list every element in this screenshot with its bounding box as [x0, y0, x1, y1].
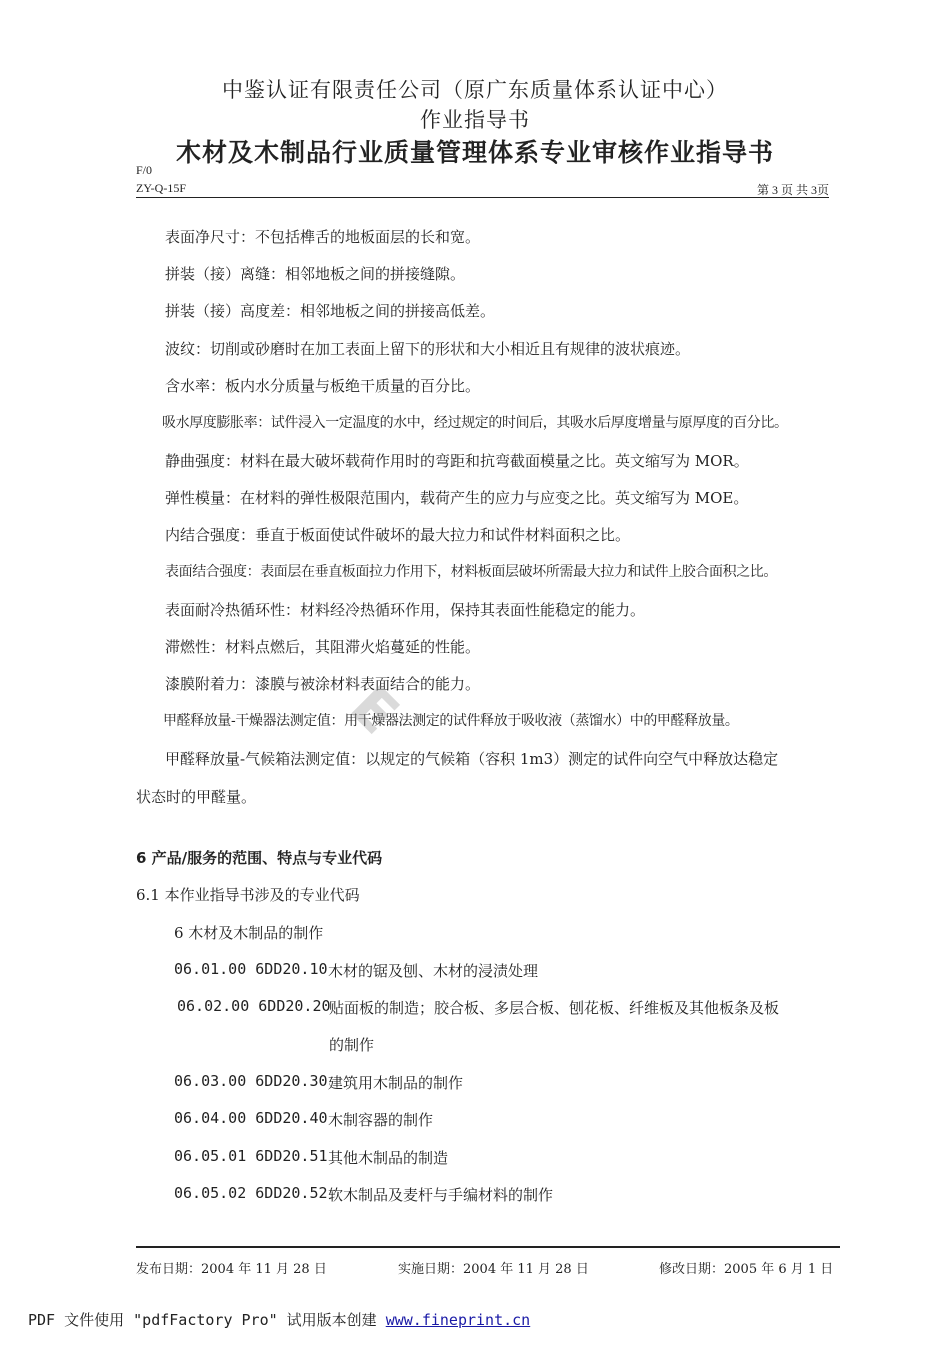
footer-divider — [136, 1246, 840, 1248]
document-type: 作业指导书 — [420, 108, 530, 132]
pdf-note-text: PDF 文件使用 "pdfFactory Pro" 试用版本创建 — [28, 1311, 386, 1329]
effective-date: 实施日期：2004 年 11 月 28 日 — [398, 1262, 589, 1277]
issue-date: 发布日期：2004 年 11 月 28 日 — [136, 1262, 327, 1277]
definition-item: 拼装（接）离缝：相邻地板之间的拼接缝隙。 — [165, 265, 466, 283]
definition-item: 含水率：板内水分质量与板绝干质量的百分比。 — [165, 377, 481, 395]
code-group-title: 6 木材及木制品的制作 — [174, 924, 324, 942]
definition-item: 表面净尺寸：不包括榫舌的地板面层的长和宽。 — [165, 228, 481, 246]
section-heading: 6 产品/服务的范围、特点与专业代码 — [136, 849, 383, 867]
definition-item: 内结合强度：垂直于板面使试件破坏的最大拉力和试件材料面积之比。 — [165, 526, 631, 544]
definition-item: 漆膜附着力：漆膜与被涂材料表面结合的能力。 — [165, 675, 481, 693]
definition-item: 表面耐冷热循环性：材料经冷热循环作用，保持其表面性能稳定的能力。 — [165, 601, 646, 619]
code-description: 贴面板的制造；胶合板、多层合板、刨花板、纤维板及其他板条及板 — [329, 999, 780, 1017]
code-description: 木材的锯及刨、木材的浸渍处理 — [328, 962, 539, 980]
definition-item: 甲醛释放量-干燥器法测定值：用干燥器法测定的试件释放于吸收液（蒸馏水）中的甲醛释放量。 — [163, 713, 739, 729]
professional-code: 06.04.00 6DD20.40 — [174, 1109, 328, 1127]
definition-item: 吸水厚度膨胀率：试件浸入一定温度的水中，经过规定的时间后，其吸水后厚度增量与原厚度的百分比。 — [162, 415, 788, 431]
definition-item: 静曲强度：材料在最大破坏载荷作用时的弯距和抗弯截面模量之比。英文缩写为 MOR。 — [165, 452, 749, 470]
professional-code: 06.05.02 6DD20.52 — [174, 1184, 328, 1202]
definition-continuation: 状态时的甲醛量。 — [136, 788, 257, 806]
professional-code: 06.03.00 6DD20.30 — [174, 1072, 328, 1090]
document-title: 木材及木制品行业质量管理体系专业审核作业指导书 — [175, 138, 774, 167]
code-description: 其他木制品的制造 — [328, 1149, 449, 1167]
code-description: 木制容器的制作 — [328, 1111, 434, 1129]
code-description: 建筑用木制品的制作 — [328, 1074, 464, 1092]
pdf-generator-note — [28, 1309, 530, 1330]
professional-code: 06.05.01 6DD20.51 — [174, 1147, 328, 1165]
professional-code: 06.02.00 6DD20.20 — [177, 997, 331, 1015]
code-description: 软木制品及麦杆与手编材料的制作 — [328, 1186, 554, 1204]
watermark: E — [337, 673, 411, 748]
header-divider — [136, 197, 829, 198]
definition-item: 甲醛释放量-气候箱法测定值：以规定的气候箱（容积 1m3）测定的试件向空气中释放达稳定 — [165, 750, 779, 768]
code-description-continuation: 的制作 — [329, 1036, 375, 1054]
definition-item: 波纹：切削或砂磨时在加工表面上留下的形状和大小相近且有规律的波状痕迹。 — [165, 340, 691, 358]
definition-item: 表面结合强度：表面层在垂直板面拉力作用下，材料板面层破坏所需最大拉力和试件上胶合面积之比。 — [165, 564, 777, 580]
revision-date: 修改日期：2005 年 6 月 1 日 — [659, 1262, 834, 1277]
fineprint-link[interactable]: www.fineprint.cn — [385, 1311, 531, 1329]
document-code: ZY-Q-15F — [136, 181, 186, 195]
subsection-heading: 6.1 本作业指导书涉及的专业代码 — [136, 886, 360, 904]
form-code: F/0 — [136, 163, 153, 177]
professional-code: 06.01.00 6DD20.10 — [174, 960, 328, 978]
definition-item: 弹性模量：在材料的弹性极限范围内，载荷产生的应力与应变之比。英文缩写为 MOE。 — [165, 489, 749, 507]
definition-item: 滞燃性：材料点燃后，其阻滞火焰蔓延的性能。 — [165, 638, 481, 656]
page-info: 第 3 页 共 3页 — [756, 183, 829, 197]
definition-item: 拼装（接）高度差：相邻地板之间的拼接高低差。 — [165, 302, 496, 320]
organization-name: 中鉴认证有限责任公司（原广东质量体系认证中心） — [222, 78, 728, 102]
